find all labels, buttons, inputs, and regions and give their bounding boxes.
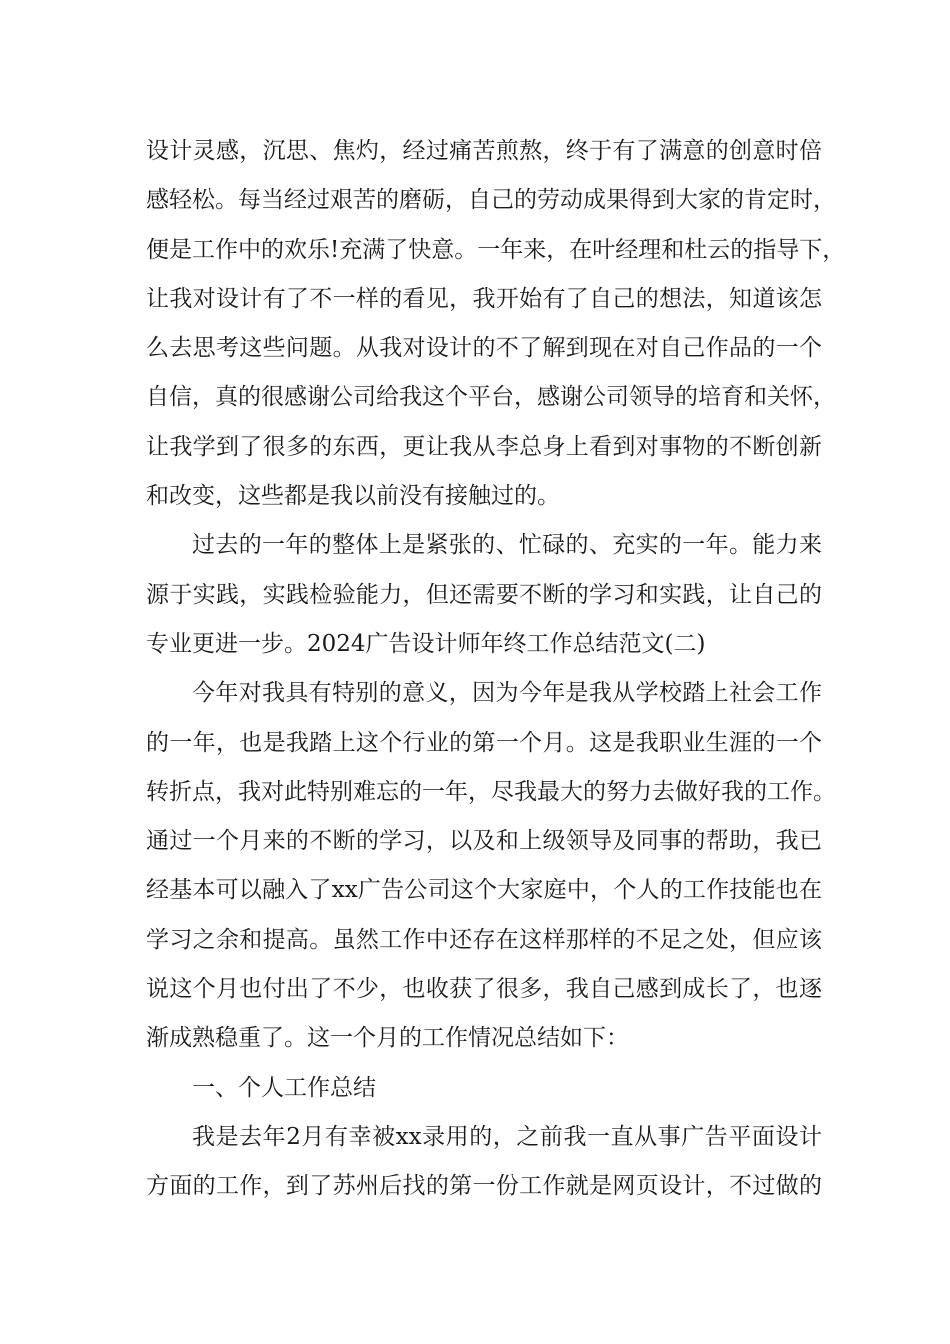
paragraph-line: 通过一个月来的不断的学习，以及和上级领导及同事的帮助，我已 (146, 828, 822, 855)
paragraph-line: 专业更进一步。2024广告设计师年终工作总结范文(二) (146, 630, 706, 657)
paragraph-line: 经基本可以融入了xx广告公司这个大家庭中，个人的工作技能也在 (146, 877, 822, 904)
paragraph-line: 让我学到了很多的东西，更让我从李总身上看到对事物的不断创新 (146, 433, 822, 460)
paragraph-line: 自信，真的很感谢公司给我这个平台，感谢公司领导的培育和关怀， (146, 384, 836, 411)
paragraph-line: 感轻松。每当经过艰苦的磨砺，自己的劳动成果得到大家的肯定时， (146, 187, 836, 214)
paragraph-line: 么去思考这些问题。从我对设计的不了解到现在对自己作品的一个 (146, 335, 822, 362)
paragraph-line: 渐成熟稳重了。这一个月的工作情况总结如下： (146, 1025, 629, 1052)
paragraph-line: 转折点，我对此特别难忘的一年，尽我最大的努力去做好我的工作。 (146, 778, 836, 805)
paragraph-line: 源于实践，实践检验能力，但还需要不断的学习和实践，让自己的 (146, 581, 822, 608)
paragraph-line: 和改变，这些都是我以前没有接触过的。 (146, 483, 560, 510)
paragraph-line: 我是去年2月有幸被xx录用的，之前我一直从事广告平面设计 (192, 1123, 822, 1150)
paragraph-line: 方面的工作，到了苏州后找的第一份工作就是网页设计，不过做的 (146, 1173, 822, 1200)
paragraph-line: 过去的一年的整体上是紧张的、忙碌的、充实的一年。能力来 (192, 532, 822, 559)
section-heading: 一、个人工作总结 (192, 1074, 376, 1101)
paragraph-line: 学习之余和提高。虽然工作中还存在这样那样的不足之处，但应该 (146, 926, 822, 953)
paragraph-line: 便是工作中的欢乐!充满了快意。一年来，在叶经理和杜云的指导下， (146, 236, 846, 263)
paragraph-line: 说这个月也付出了不少，也收获了很多，我自己感到成长了，也逐 (146, 976, 822, 1003)
paragraph-line: 设计灵感，沉思、焦灼，经过痛苦煎熬，终于有了满意的创意时倍 (146, 138, 822, 164)
paragraph-line: 让我对设计有了不一样的看见，我开始有了自己的想法，知道该怎 (146, 285, 822, 312)
paragraph-line: 的一年，也是我踏上这个行业的第一个月。这是我职业生涯的一个 (146, 729, 822, 756)
document-body (146, 127, 846, 1212)
paragraph-line: 今年对我具有特别的意义，因为今年是我从学校踏上社会工作 (192, 680, 822, 707)
